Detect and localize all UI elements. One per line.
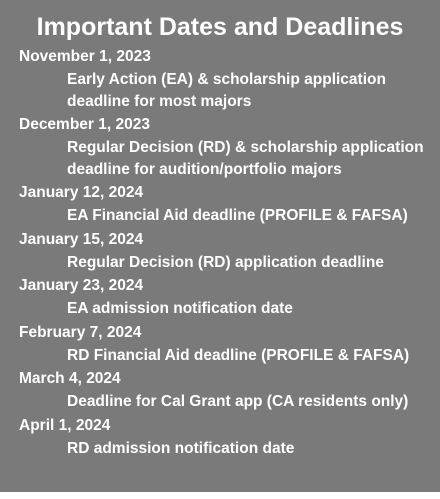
deadline-date: April 1, 2024: [19, 416, 111, 434]
deadline-entry: [19, 182, 428, 227]
deadline-description: Early Action (EA) & scholarship application deadline for most majors: [67, 71, 386, 110]
deadline-date: February 7, 2024: [19, 323, 142, 341]
deadline-entry: [19, 415, 428, 460]
deadline-date: January 12, 2024: [19, 184, 144, 201]
deadline-entry: [19, 368, 428, 413]
deadline-description: Regular Decision (RD) application deadline: [67, 253, 384, 271]
deadline-description: Regular Decision (RD) & scholarship application deadline for audition/portfolio majors: [67, 139, 424, 178]
deadline-date: November 1, 2023: [19, 48, 151, 65]
panel-title: Important Dates and Deadlines: [36, 13, 404, 41]
deadline-date: March 4, 2024: [19, 370, 121, 387]
deadline-entry: [19, 114, 428, 180]
deadline-entry: [19, 322, 428, 367]
deadline-description: Deadline for Cal Grant app (CA residents only): [67, 393, 409, 410]
deadline-date: December 1, 2023: [19, 116, 150, 133]
deadline-date: January 15, 2024: [19, 230, 144, 248]
deadline-date: January 23, 2024: [19, 277, 144, 294]
deadline-description: RD Financial Aid deadline (PROFILE & FAFSA): [67, 346, 410, 364]
deadline-description: RD admission notification date: [67, 439, 295, 457]
deadline-description: EA admission notification date: [67, 300, 293, 317]
deadline-description: EA Financial Aid deadline (PROFILE & FAFSA): [67, 207, 408, 224]
deadline-entry: [19, 46, 428, 112]
deadline-entry: [19, 229, 428, 274]
deadline-entry: [19, 275, 428, 320]
